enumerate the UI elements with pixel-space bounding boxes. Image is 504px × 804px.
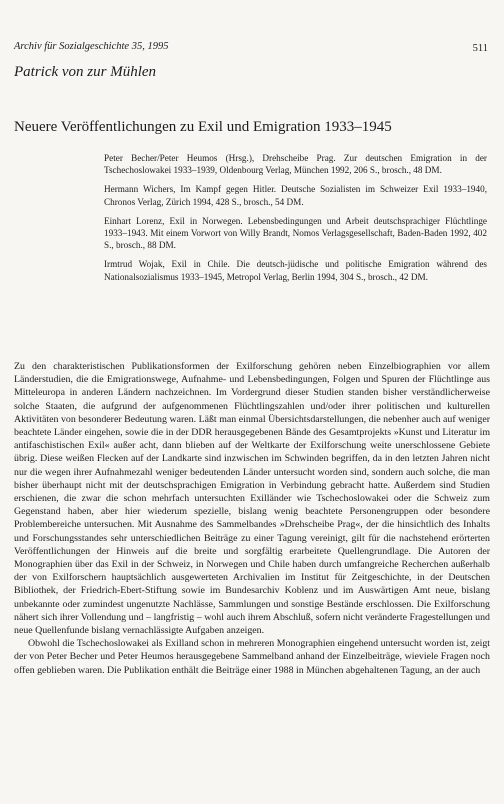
body-paragraph-2: Obwohl die Tschechoslowakei als Exilland schon in mehreren Monographien eingehend untersucht worden ist, zeigt der von Peter Becher und Peter Heumos herausgegebene Sammelband anhand der Einzelbeiträge, wieviele Fragen noch offen geblieben waren. Die Publikation enthält die Beiträge einer 1988 in München abgehaltenen Tagung, an der auch: [14, 638, 490, 676]
reference-wichers: Hermann Wichers, Im Kampf gegen Hitler. Deutsche Sozialisten im Schweizer Exil 1933–1940, Chronos Verlag, Zürich 1994, 428 S., brosch., 54 DM.: [104, 184, 487, 207]
body-paragraph-1: Zu den charakteristischen Publikationsformen der Exilforschung gehören neben Einzelbiographien vor allem Länderstudien, die die Emigrationswege, Aufnahme- und Lebensbedingungen, Folgen und Spuren der Flüchtlinge aus Mitteleuropa in anderen Ländern nachzeichnen. Im Vordergrund dieser Studien standen bisher verständlicherweise solche Staaten, die aufgrund der aufgenommenen Flüchtlingszahlen und/oder ihrer politischen und kulturellen Aktivitäten von besonderer Bedeutung waren. Läßt man einmal Übersichtsdarstellungen, die nebenher auch auf weniger beachtete Länder eingehen, sowie die in der DDR herausgegebenen Bände des Gesamtprojekts »Kunst und Literatur im antifaschistischen Exil« außer acht, dann blieben auf der Weltkarte der Exilforschung weite unerschlossene Gebiete übrig. Diese weißen Flecken auf der Landkarte sind inzwischen im Schwinden begriffen, da in den letzten Jahren nicht nur die wegen ihrer Aufnahmezahl weniger bedeutenden Länder untersucht worden sind, sondern auch solche, die man bisher überhaupt nicht mit der deutschsprachigen Emigration in Verbindung gebracht hatte. Außerdem sind Studien erschienen, die zwar die schon mehrfach untersuchten Exilländer wie Tschechoslowakei oder die Schweiz zum Gegenstand haben, aber hier wiederum spezielle, bislang wenig beachtete Personengruppen oder besondere Problembereiche untersuchen. Mit Ausnahme des Sammelbandes »Drehscheibe Prag«, der die hinsichtlich des Inhalts und Forschungsstandes sehr unterschiedlichen Beiträge zu einer Tagung vereinigt, gilt für die nachstehend erörterten Veröffentlichungen der Hinweis auf die breite und sorgfältig erarbeitete Quellengrundlage. Die Autoren der Monographien über das Exil in der Schweiz, in Norwegen und Chile haben durch umfangreiche Recherchen außerhalb der von Exilforschern hauptsächlich ausgewerteten Archivalien im Institut für Zeitgeschichte, in der Deutschen Bibliothek, der Friedrich-Ebert-Stiftung sowie im Bundesarchiv Koblenz und im Auswärtigen Amt neue, bislang unbekannte oder zumindest ungenutzte Nachlässe, Sammlungen und sonstige Bestände erschlossen. Die Exilforschung nähert sich ihrer Vollendung und – langfristig – wohl auch ihrem Abschluß, sofern nicht veränderte Fragestellungen und neue Quellenfunde bislang vernachlässigte Aufgaben anzeigen.: [14, 361, 490, 637]
article-body: [14, 360, 490, 677]
page-number: 511: [472, 43, 488, 54]
journal-running-head: Archiv für Sozialgeschichte 35, 1995: [14, 41, 169, 52]
reference-becher-heumos: Peter Becher/Peter Heumos (Hrsg.), Drehscheibe Prag. Zur deutschen Emigration in der Tschechoslowakei 1933–1939, Oldenbourg Verlag, München 1992, 206 S., brosch., 48 DM.: [104, 153, 487, 176]
article-title: Neuere Veröffentlichungen zu Exil und Emigration 1933–1945: [14, 119, 392, 135]
reviewed-books-list: [104, 152, 487, 290]
reference-wojak: Irmtrud Wojak, Exil in Chile. Die deutsch-jüdische und politische Emigration während des Nationalsozialismus 1933–1945, Metropol Verlag, Berlin 1994, 304 S., brosch., 42 DM.: [104, 259, 487, 282]
reference-lorenz: Einhart Lorenz, Exil in Norwegen. Lebensbedingungen und Arbeit deutschsprachiger Flüchtlinge 1933–1943. Mit einem Vorwort von Willy Brandt, Nomos Verlagsgesellschaft, Baden-Baden 1992, 402 S., brosch., 88 DM.: [104, 215, 487, 251]
author-name: Patrick von zur Mühlen: [14, 64, 157, 80]
